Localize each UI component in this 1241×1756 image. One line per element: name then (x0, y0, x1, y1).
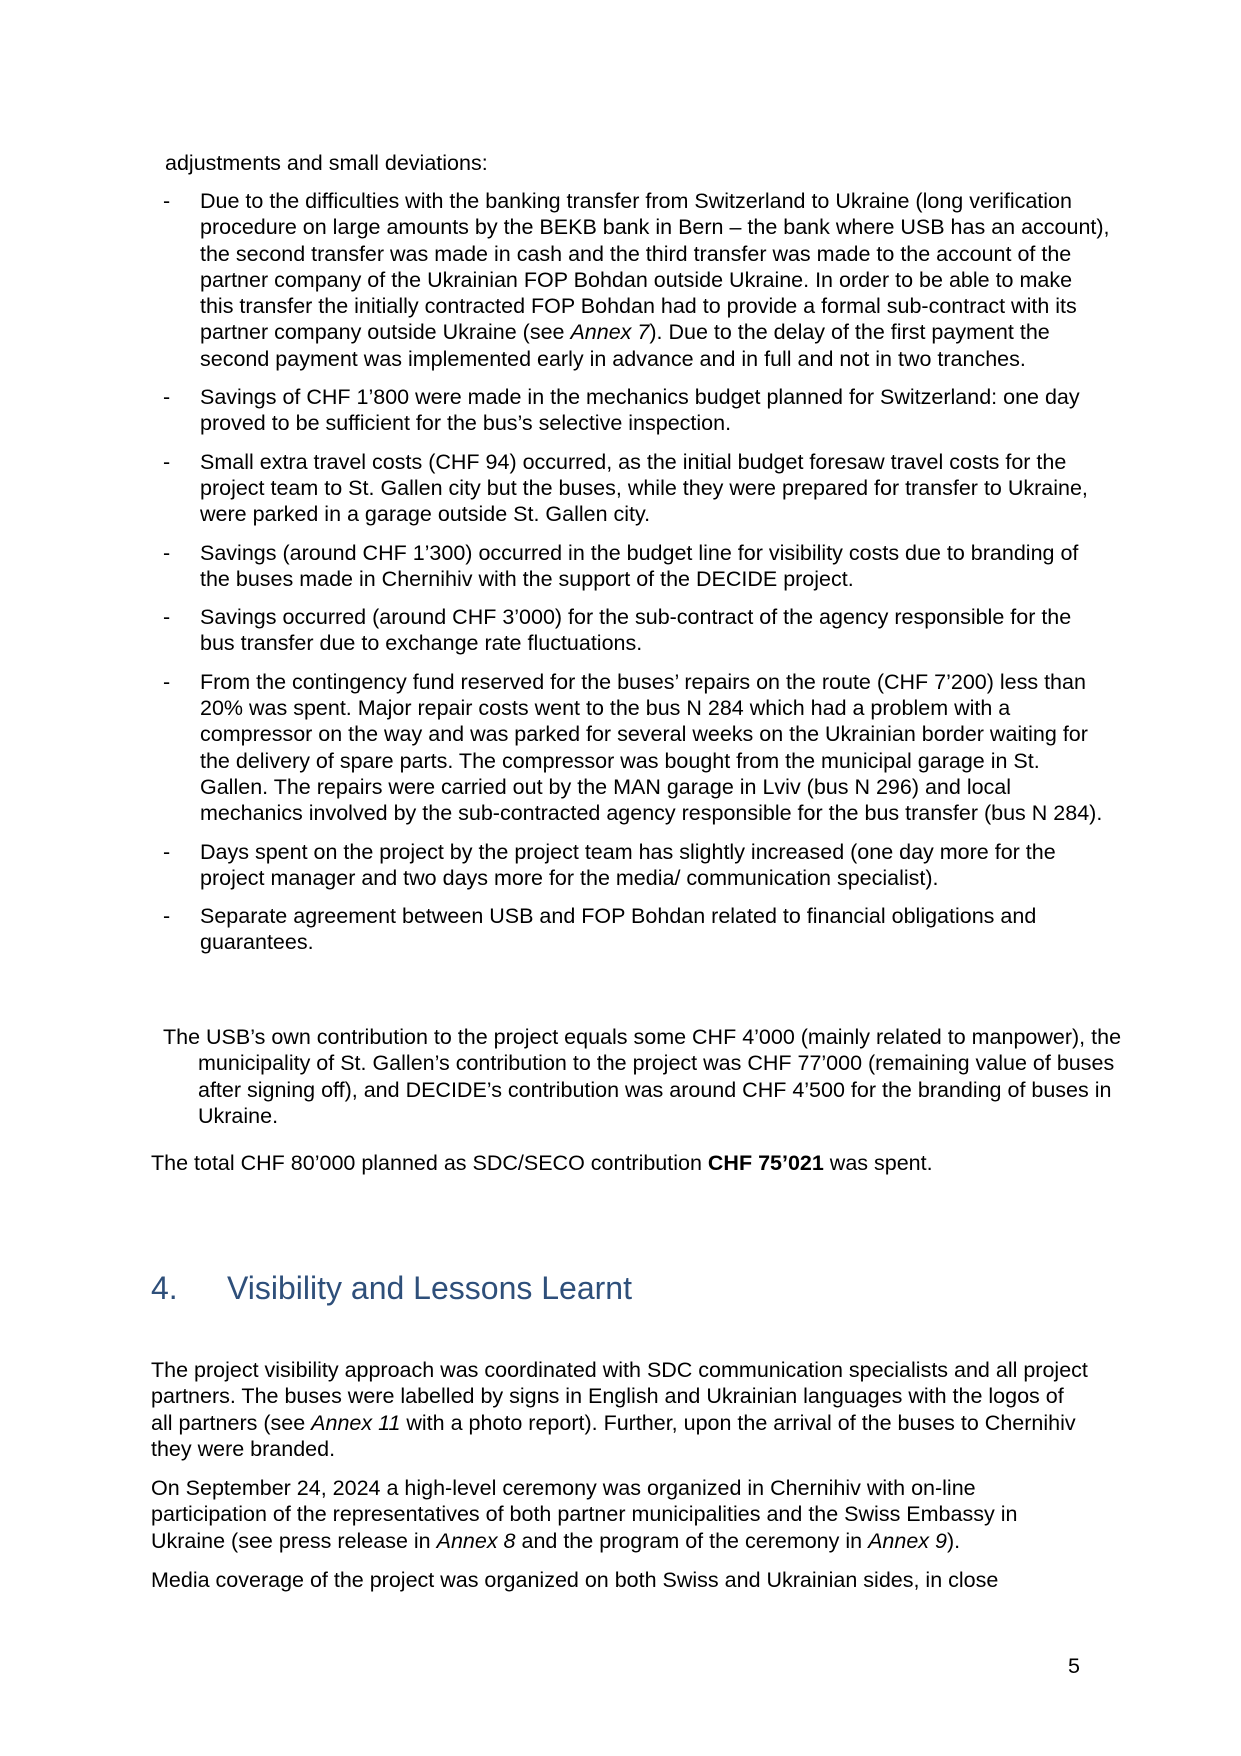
list-item: - Separate agreement between USB and FOP Bohdan related to financial obligations and guarantees. (163, 904, 1037, 955)
bullet-dash: - (163, 540, 171, 565)
bullet-dash: - (163, 449, 171, 474)
section-heading (151, 1268, 632, 1308)
list-item: - Savings of CHF 1’800 were made in the mechanics budget planned for Switzerland: one day proved to be sufficient for the bus’s selective inspection. (163, 385, 1080, 436)
list-item: - Savings (around CHF 1’300) occurred in the budget line for visibility costs due to branding of the buses made in Chernihiv with the support of the DECIDE project. (163, 540, 1079, 591)
section-number: 4. (151, 1270, 178, 1306)
ceremony-paragraph: On September 24, 2024 a high-level ceremony was organized in Chernihiv with on-line participation of the representatives of both partner municipalities and the Swiss Embassy in Ukraine (see press release in Annex 8 and the program of the ceremony in Annex 9). (151, 1476, 1018, 1553)
bullet-dash: - (163, 605, 171, 630)
list-item: - Days spent on the project by the project team has slightly increased (one day more for the project manager and two days more for the media/ communication specialist). (163, 839, 1056, 890)
deviations-list (150, 188, 1110, 968)
bullet-dash: - (163, 385, 171, 410)
bullet-dash: - (163, 669, 171, 694)
section-title: Visibility and Lessons Learnt (227, 1270, 632, 1306)
list-item: - From the contingency fund reserved for the buses’ repairs on the route (CHF 7’200) less than 20% was spent. Major repair costs went to the bus N 284 which had a problem with a compressor on the way and was parked for several weeks on the Ukrainian border waiting for the delivery of spare parts. The compressor was bought from the municipal garage in St. Gallen. The repairs were carried out by the MAN garage in Lviv (bus N 296) and local mechanics involved by the sub-contracted agency responsible for the bus transfer (bus N 284). (163, 669, 1103, 826)
total-amount: CHF 75’021 (707, 1151, 824, 1175)
list-item: - Due to the difficulties with the banking transfer from Switzerland to Ukraine (long verification procedure on large amounts by the BEKB bank in Bern – the bank where USB has an account), the second transfer was made in cash and the third transfer was made to the account of the partner company of the Ukrainian FOP Bohdan outside Ukraine. In order to be able to make this transfer the initially contracted FOP Bohdan had to provide a formal sub-contract with its partner company outside Ukraine (see Annex 7). Due to the delay of the first payment the second payment was implemented early in advance and in full and not in two tranches. (163, 189, 1110, 371)
contribution-paragraph: The USB’s own contribution to the project equals some CHF 4’000 (mainly related to manpower), the municipality of St. Gallen’s contribution to the project was CHF 77’000 (remaining value of buses after signing off), and DECIDE’s contribution was around CHF 4’500 for the branding of buses in Ukraine. (163, 1025, 1122, 1128)
bullet-dash: - (163, 839, 171, 864)
page-number: 5 (1068, 1654, 1080, 1678)
list-item: - Small extra travel costs (CHF 94) occurred, as the initial budget foresaw travel costs for the project team to St. Gallen city but the buses, while they were prepared for transfer to Ukraine, were parked in a garage outside St. Gallen city. (163, 449, 1088, 527)
bullet-dash: - (163, 189, 171, 213)
intro-text: adjustments and small deviations: (165, 151, 488, 175)
total-spent-paragraph: The total CHF 80’000 planned as SDC/SECO contribution CHF 75’021 was spent. (151, 1151, 933, 1175)
list-item: - Savings occurred (around CHF 3’000) for the sub-contract of the agency responsible for the bus transfer due to exchange rate fluctuations. (163, 605, 1072, 656)
bullet-dash: - (163, 904, 171, 929)
media-coverage-paragraph: Media coverage of the project was organized on both Swiss and Ukrainian sides, in close (151, 1568, 999, 1592)
visibility-paragraph: The project visibility approach was coordinated with SDC communication specialists and all project partners. The buses were labelled by signs in English and Ukrainian languages with the logos of all partners (see Annex 11 with a photo report). Further, upon the arrival of the buses to Chernihiv they were branded. (151, 1358, 1088, 1461)
